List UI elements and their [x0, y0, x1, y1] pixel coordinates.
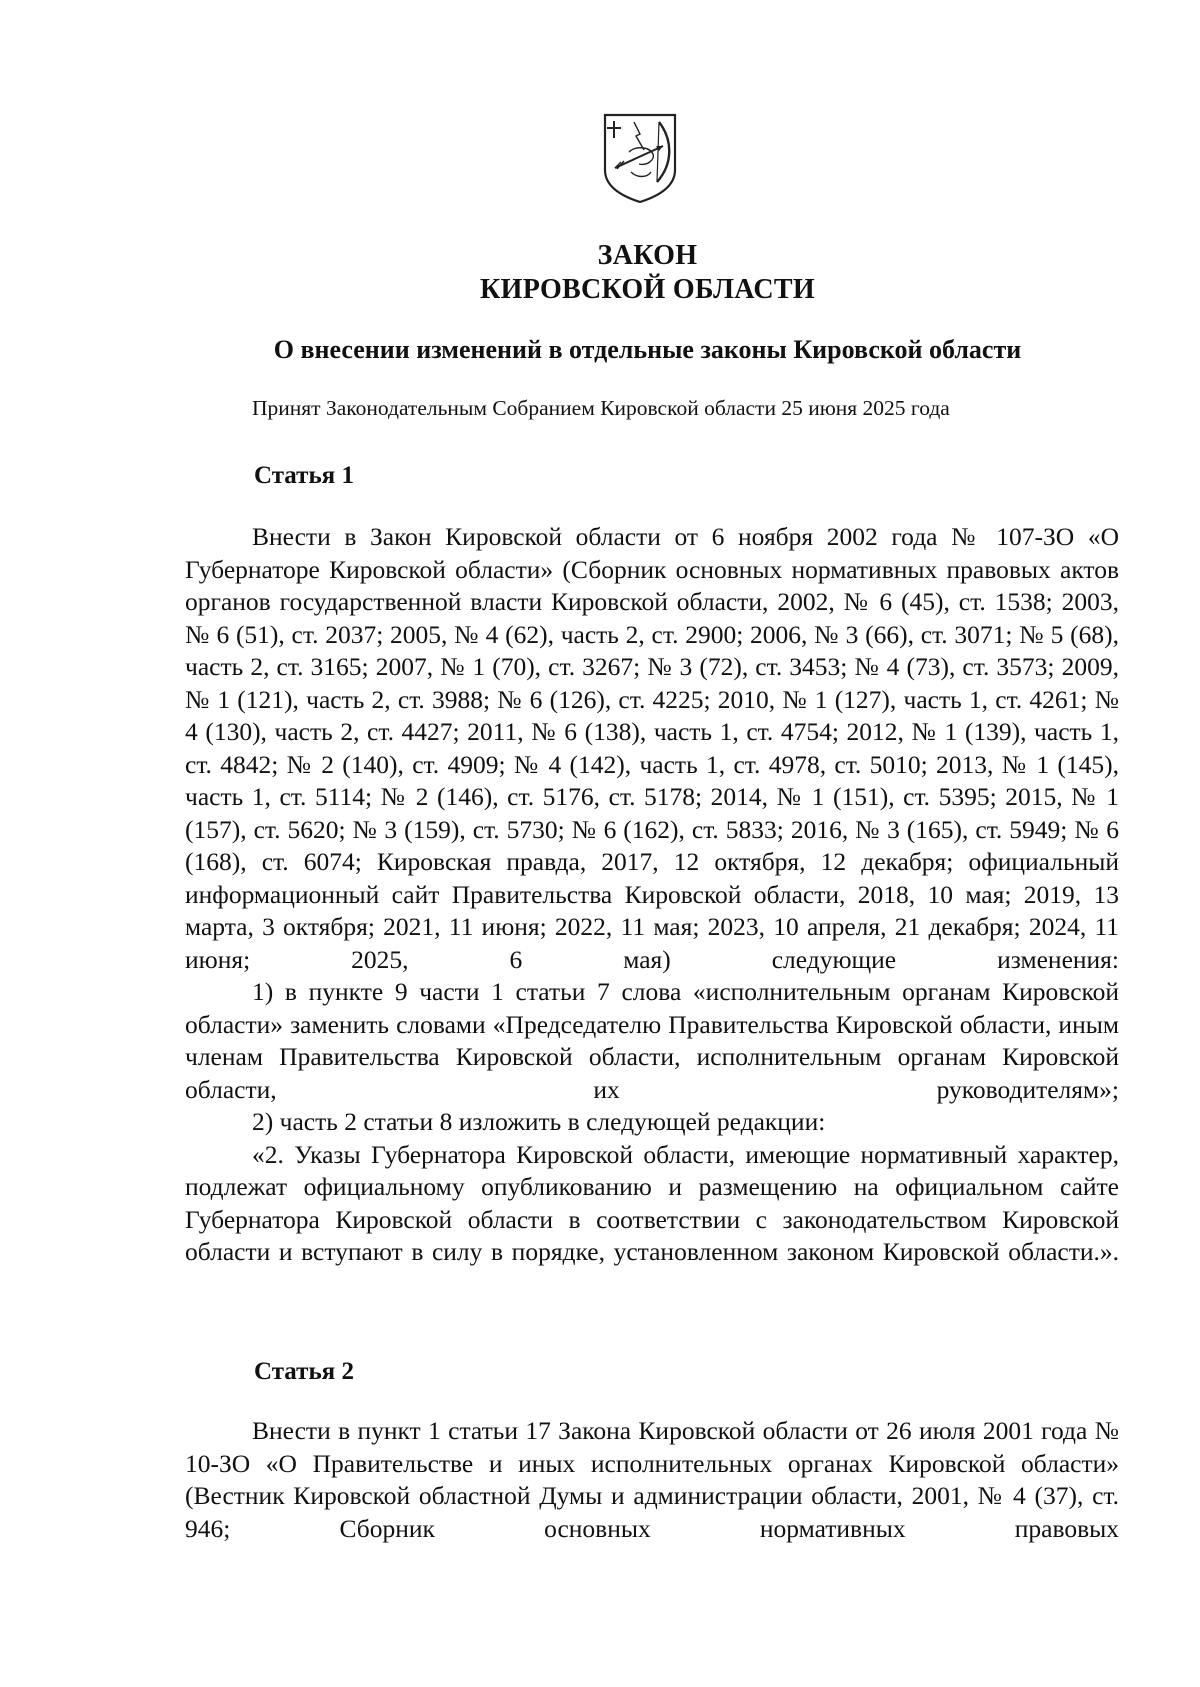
- document-title-region: КИРОВСКОЙ ОБЛАСТИ: [480, 274, 815, 305]
- article-1-item-2: 2) часть 2 статьи 8 изложить в следующей редакции:: [252, 1107, 826, 1136]
- article-1-quoted-text: «2. Указы Губернатора Кировской области, имеющие нормативный характер, подлежат официальному опубликованию и размещению на официальном сайте Губернатора Кировской области в соответствии с законодательством Кировской области и вступают в силу в порядке, установленном законом Кировской области.».: [185, 1139, 1119, 1266]
- article-1-heading: Статья 1: [254, 462, 354, 489]
- coat-of-arms-emblem: [601, 112, 679, 204]
- article-2-heading: Статья 2: [254, 1358, 354, 1385]
- adoption-note: Принят Законодательным Собранием Кировской области 25 июня 2025 года: [252, 396, 950, 420]
- article-1-paragraph: Внести в Закон Кировской области от 6 ноября 2002 года № 107-ЗО «О Губернаторе Кировской области» (Сборник основных нормативных правовых актов органов государственной власти Кировской области, 2002, № 6 (45), ст. 1538; 2003, № 6 (51), ст. 2037; 2005, № 4 (62), часть 2, ст. 2900; 2006, № 3 (66), ст. 3071; № 5 (68), часть 2, ст. 3165; 2007, № 1 (70), ст. 3267; № 3 (72), ст. 3453; № 4 (73), ст. 3573; 2009, № 1 (121), часть 2, ст. 3988; № 6 (126), ст. 4225; 2010, № 1 (127), часть 1, ст. 4261; № 4 (130), часть 2, ст. 4427; 2011, № 6 (138), часть 1, ст. 4754; 2012, № 1 (139), часть 1, ст. 4842; № 2 (140), ст. 4909; № 4 (142), часть 1, ст. 4978, ст. 5010; 2013, № 1 (145), часть 1, ст. 5114; № 2 (146), ст. 5176, ст. 5178; 2014, № 1 (151), ст. 5395; 2015, № 1 (157), ст. 5620; № 3 (159), ст. 5730; № 6 (162), ст. 5833; 2016, № 3 (165), ст. 5949; № 6 (168), ст. 6074; Кировская правда, 2017, 12 октября, 12 декабря; официальный информационный сайт Правительства Кировской области, 2018, 10 мая; 2019, 13 марта, 3 октября; 2021, 11 июня; 2022, 11 мая; 2023, 10 апреля, 21 декабря; 2024, 11 июня; 2025, 6 мая) следующие изменения:: [185, 522, 1119, 974]
- article-1-body: [185, 521, 1119, 1269]
- law-subtitle: О внесении изменений в отдельные законы Кировской области: [273, 335, 1022, 364]
- article-1-item-1: 1) в пункте 9 части 1 статьи 7 слова «исполнительным органам Кировской области» заменить словами «Председателю Правительства Кировской области, иным членам Правительства Кировской области, исполнительным органам Кировской области, их руководителям»;: [185, 977, 1119, 1104]
- document-title: ЗАКОН: [597, 240, 698, 271]
- article-2-body: [185, 1415, 1119, 1545]
- article-2-paragraph: Внести в пункт 1 статьи 17 Закона Кировской области от 26 июля 2001 года № 10-ЗО «О Правительстве и иных исполнительных органах Кировской области» (Вестник Кировской областной Думы и администрации области, 2001, № 4 (37), ст. 946; Сборник основных нормативных правовых: [185, 1416, 1119, 1543]
